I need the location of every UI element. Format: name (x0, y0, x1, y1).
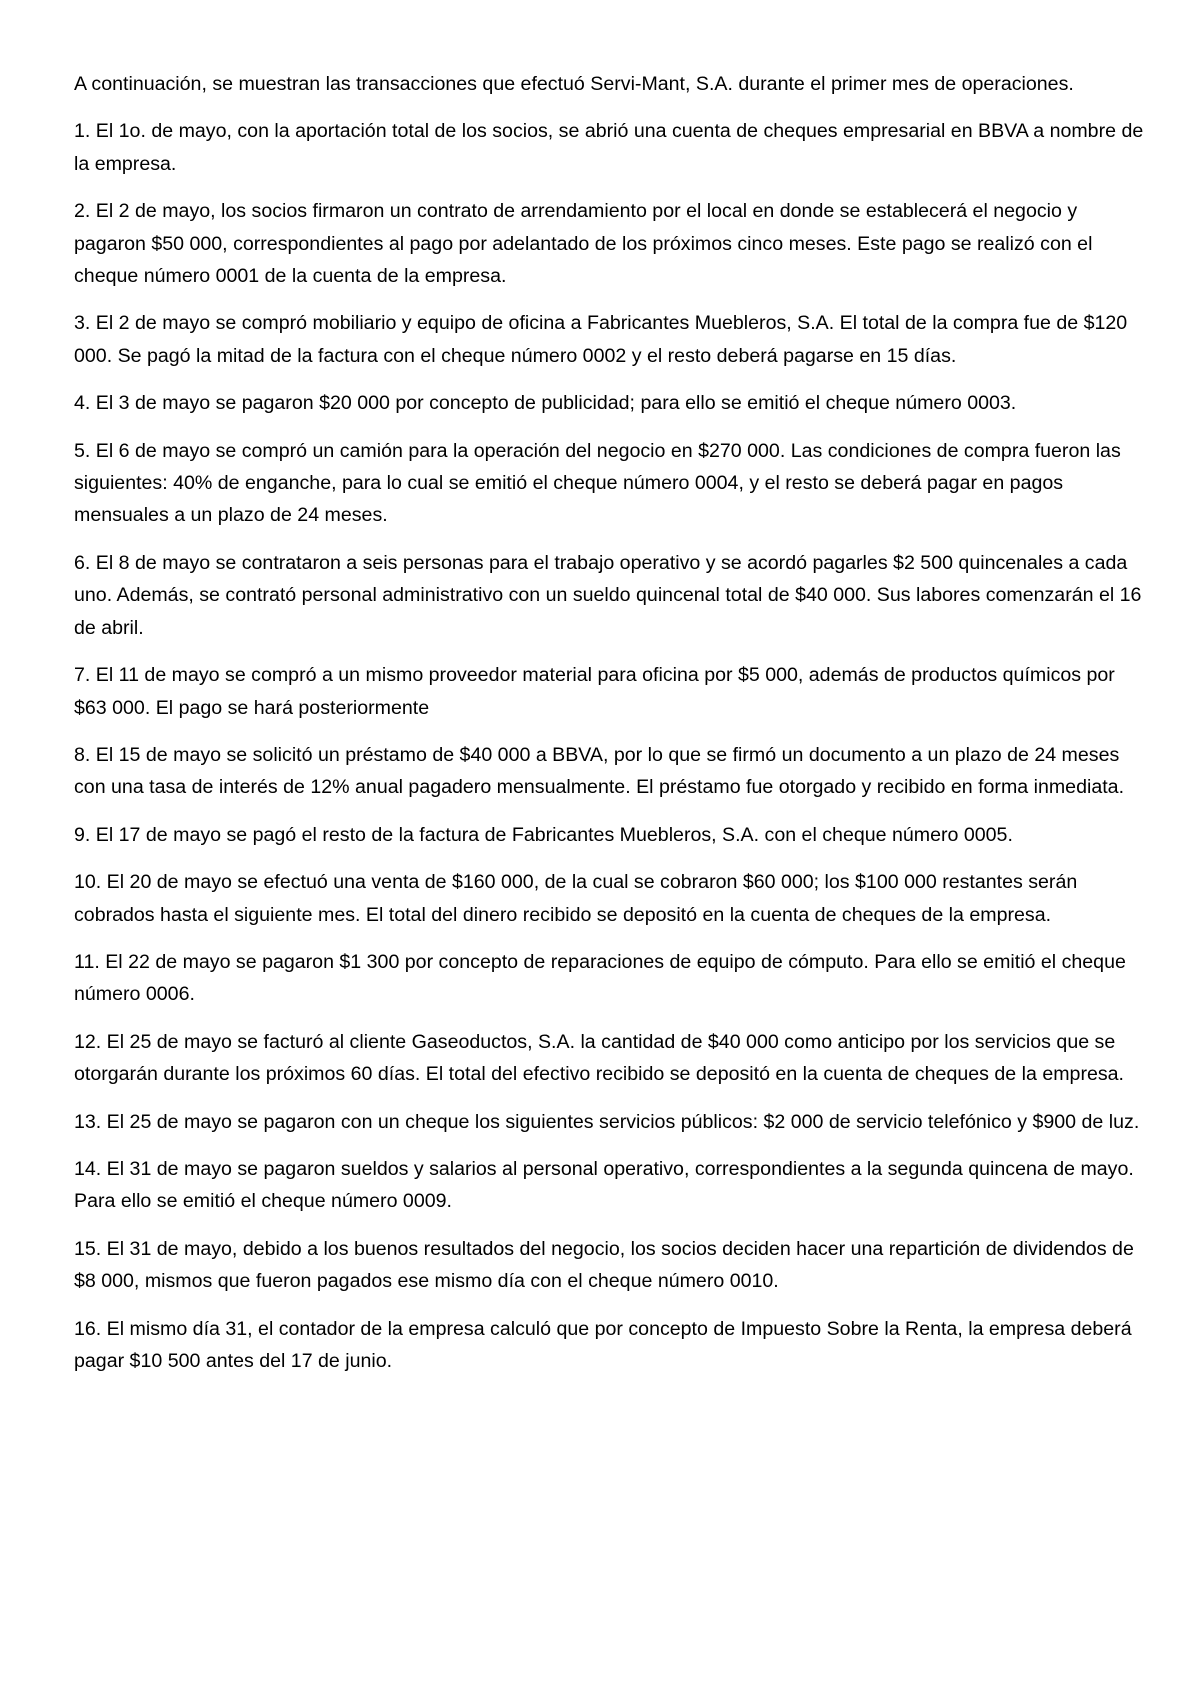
transaction-item-4: 4. El 3 de mayo se pagaron $20 000 por concepto de publicidad; para ello se emitió el cheque número 0003. (74, 392, 1017, 415)
transaction-item-10: 10. El 20 de mayo se efectuó una venta de $160 000, de la cual se cobraron $60 000; los $100 000 restantes serán cobrados hasta el siguiente mes. El total del dinero recibido se depositó en la cuenta de cheques de la empresa. (74, 871, 1078, 926)
transaction-item-1: 1. El 1o. de mayo, con la aportación total de los socios, se abrió una cuenta de cheques empresarial en BBVA a nombre de la empresa. (74, 120, 1144, 175)
transaction-item-11: 11. El 22 de mayo se pagaron $1 300 por concepto de reparaciones de equipo de cómputo. Para ello se emitió el cheque número 0006. (74, 950, 1126, 1006)
intro-paragraph: A continuación, se muestran las transacciones que efectuó Servi-Mant, S.A. durante el primer mes de operaciones. (74, 73, 1074, 95)
document-page (74, 68, 1144, 1392)
transaction-item-12: 12. El 25 de mayo se facturó al cliente Gaseoductos, S.A. la cantidad de $40 000 como anticipo por los servicios que se otorgarán durante los próximos 60 días. El total del efectivo recibido se depositó en la cuenta de cheques de la empresa. (74, 1030, 1124, 1086)
transaction-item-16: 16. El mismo día 31, el contador de la empresa calculó que por concepto de Impuesto Sobre la Renta, la empresa deberá pagar $10 500 antes del 17 de junio. (74, 1317, 1132, 1372)
transaction-item-5: 5. El 6 de mayo se compró un camión para la operación del negocio en $270 000. Las condiciones de compra fueron las siguientes: 40% de enganche, para lo cual se emitió el cheque número 0004, y el resto se deberá pagar en pagos mensuales a un plazo de 24 meses. (74, 439, 1121, 527)
transaction-item-3: 3. El 2 de mayo se compró mobiliario y equipo de oficina a Fabricantes Muebleros, S.A. El total de la compra fue de $120 000. Se pagó la mitad de la factura con el cheque número 0002 y el resto deberá pagarse en 15 días. (74, 312, 1128, 367)
transaction-item-7: 7. El 11 de mayo se compró a un mismo proveedor material para oficina por $5 000, además de productos químicos por $63 000. El pago se hará posteriormente (74, 664, 1115, 719)
transaction-item-2: 2. El 2 de mayo, los socios firmaron un contrato de arrendamiento por el local en donde se establecerá el negocio y pagaron $50 000, correspondientes al pago por adelantado de los próximos cinco meses. Este pago se realizó con el cheque número 0001 de la cuenta de la empresa. (74, 200, 1093, 288)
transaction-item-6: 6. El 8 de mayo se contrataron a seis personas para el trabajo operativo y se acordó pagarles $2 500 quincenales a cada uno. Además, se contrató personal administrativo con un sueldo quincenal total de $40 000. Sus labores comenzarán el 16 de abril. (74, 551, 1142, 639)
transaction-item-15: 15. El 31 de mayo, debido a los buenos resultados del negocio, los socios deciden hacer una repartición de dividendos de $8 000, mismos que fueron pagados ese mismo día con el cheque número 0010. (74, 1237, 1134, 1293)
transaction-item-9: 9. El 17 de mayo se pagó el resto de la factura de Fabricantes Muebleros, S.A. con el cheque número 0005. (74, 823, 1013, 846)
transaction-item-14: 14. El 31 de mayo se pagaron sueldos y salarios al personal operativo, correspondientes a la segunda quincena de mayo. Para ello se emitió el cheque número 0009. (74, 1157, 1134, 1213)
transaction-item-8: 8. El 15 de mayo se solicitó un préstamo de $40 000 a BBVA, por lo que se firmó un documento a un plazo de 24 meses con una tasa de interés de 12% anual pagadero mensualmente. El préstamo fue otorgado y recibido en forma inmediata. (74, 743, 1125, 799)
transaction-item-13: 13. El 25 de mayo se pagaron con un cheque los siguientes servicios públicos: $2 000 de servicio telefónico y $900 de luz. (74, 1110, 1140, 1133)
